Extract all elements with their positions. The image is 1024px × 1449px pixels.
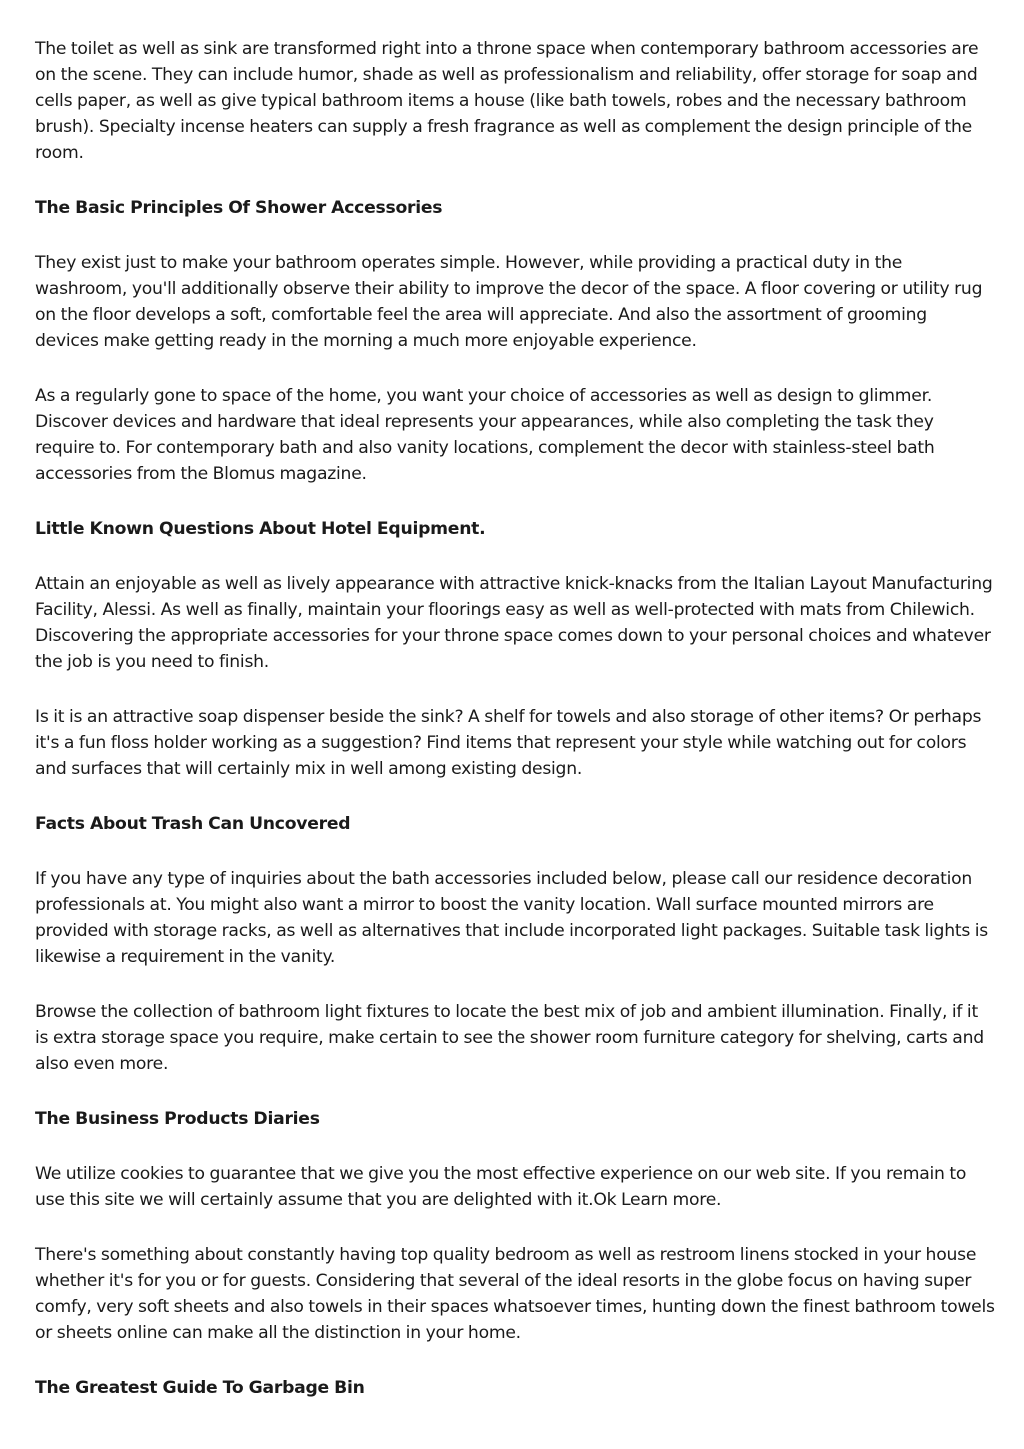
- paragraph-alessi: Attain an enjoyable as well as lively appearance with attractive knick-knacks from the Italian Layout Manufacturing Facility, Alessi. As well as finally, maintain your floorings easy as well as well-protected with mats from Chilewich. Discovering the appropriate accessories for your throne space comes down to your personal choices and whatever the job is you need to finish.: [35, 574, 993, 672]
- paragraph-cookies: We utilize cookies to guarantee that we give you the most effective experience on our web site. If you remain to use this site we will certainly assume that you are delighted with it.Ok Learn more.: [35, 1164, 967, 1210]
- heading-business-products: The Business Products Diaries: [35, 1109, 320, 1129]
- paragraph-bathroom-operates: They exist just to make your bathroom operates simple. However, while providing a practical duty in the washroom, you'll additionally observe their ability to improve the decor of the space. A floor covering or utility rug on the floor develops a soft, comfortable feel the area will appreciate. And also the assortment of grooming devices make getting ready in the morning a much more enjoyable experience.: [35, 253, 983, 351]
- paragraph-light-fixtures: Browse the collection of bathroom light fixtures to locate the best mix of job and ambient illumination. Finally, if it is extra storage space you require, make certain to see the shower room furniture category for shelving, carts and also even more.: [35, 1002, 984, 1074]
- paragraph-soap-dispenser: Is it is an attractive soap dispenser beside the sink? A shelf for towels and also storage of other items? Or perhaps it's a fun floss holder working as a suggestion? Find items that represent your style while watching out for colors and surfaces that will certainly mix in well among existing design.: [35, 707, 982, 779]
- heading-shower-accessories: The Basic Principles Of Shower Accessories: [35, 198, 443, 218]
- paragraph-inquiries: If you have any type of inquiries about the bath accessories included below, please call our residence decoration professionals at. You might also want a mirror to boost the vanity location. Wall surface mounted mirrors are provided with storage racks, as well as alternatives that include incorporated light packages. Suitable task lights is likewise a requirement in the vanity.: [35, 869, 988, 967]
- paragraph-intro: The toilet as well as sink are transformed right into a throne space when contemporary bathroom accessories are on the scene. They can include humor, shade as well as professionalism and reliability, offer storage for soap and cells paper, as well as give typical bathroom items a house (like bath towels, robes and the necessary bathroom brush). Specialty incense heaters can supply a fresh fragrance as well as complement the design principle of the room.: [35, 39, 979, 163]
- heading-garbage-bin: The Greatest Guide To Garbage Bin: [35, 1378, 365, 1398]
- paragraph-linens: There's something about constantly having top quality bedroom as well as restroom linens stocked in your house whether it's for you or for guests. Considering that several of the ideal resorts in the globe focus on having super comfy, very soft sheets and also towels in their spaces whatsoever times, hunting down the finest bathroom towels or sheets online can make all the distinction in your home.: [35, 1245, 995, 1343]
- paragraph-design-glimmer: As a regularly gone to space of the home, you want your choice of accessories as well as design to glimmer. Discover devices and hardware that ideal represents your appearances, while also completing the task they require to. For contemporary bath and also vanity locations, complement the decor with stainless-steel bath accessories from the Blomus magazine.: [35, 386, 935, 484]
- heading-trash-can: Facts About Trash Can Uncovered: [35, 814, 351, 834]
- article-body: [35, 36, 995, 1430]
- heading-hotel-equipment: Little Known Questions About Hotel Equipment.: [35, 519, 486, 539]
